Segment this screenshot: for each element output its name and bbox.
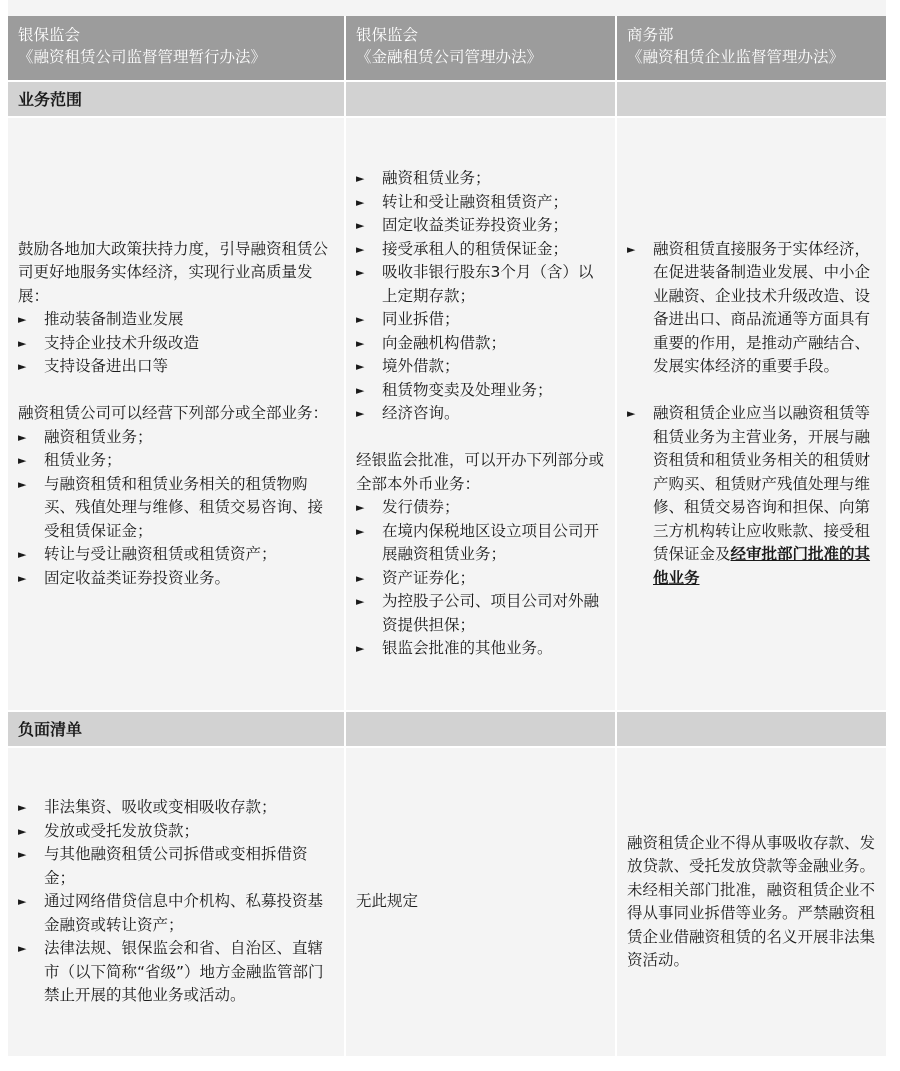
list-item: ► 融资租赁业务； bbox=[356, 167, 605, 191]
column-title: 《金融租赁公司管理办法》 bbox=[356, 48, 543, 66]
approval-list bbox=[356, 496, 605, 661]
list-item: ► 通过网络借贷信息中介机构、私募投资基金融资或转让资产； bbox=[18, 890, 334, 937]
list-item: ► 境外借款； bbox=[356, 355, 605, 379]
mofcom-prohibition-text: 融资租赁企业不得从事吸收存款、发放贷款、受托发放贷款等金融业务。未经相关部门批准，融资租赁企业不得从事同业拆借等业务。严禁融资租赁企业借融资租赁的名义开展非法集资活动。 bbox=[627, 833, 876, 969]
list-item: ► 支持企业技术升级改造 bbox=[18, 332, 334, 356]
column-title: 《融资租赁公司监督管理暂行办法》 bbox=[18, 48, 267, 66]
business-scope-cell-3 bbox=[617, 118, 886, 712]
column-header-1 bbox=[8, 16, 346, 82]
negative-list-cell-3 bbox=[617, 748, 886, 1058]
list-item: ► 发行债券； bbox=[356, 496, 605, 520]
list-item: ► 推动装备制造业发展 bbox=[18, 308, 334, 332]
list-item: ► 为控股子公司、项目公司对外融资提供担保； bbox=[356, 590, 605, 637]
list-item: ► 非法集资、吸收或变相吸收存款； bbox=[18, 796, 334, 820]
table-top-padding bbox=[8, 0, 886, 16]
intro-paragraph: 鼓励各地加大政策扶持力度，引导融资租赁公司更好地服务实体经济，实现行业高质量发展： bbox=[18, 239, 329, 305]
section-spacer bbox=[617, 712, 886, 748]
list-item: ► 与融资租赁和租赁业务相关的租赁物购买、残值处理与维修、租赁交易咨询、接受租赁保证金； bbox=[18, 473, 334, 544]
section-label: 业务范围 bbox=[8, 82, 346, 118]
list-item: ► 同业拆借； bbox=[356, 308, 605, 332]
list-item: ► 向金融机构借款； bbox=[356, 332, 605, 356]
list-item: ► 接受承租人的租赁保证金； bbox=[356, 238, 605, 262]
scope-paragraph: 融资租赁公司可以经营下列部分或全部业务： bbox=[18, 404, 329, 423]
list-item: ► 转让和受让融资租赁资产； bbox=[356, 191, 605, 215]
prohibited-list bbox=[18, 796, 334, 1008]
list-item: ► 银监会批准的其他业务。 bbox=[356, 637, 605, 661]
business-scope-cell-2 bbox=[346, 118, 617, 712]
list-item: ► 发放或受托发放贷款； bbox=[18, 820, 334, 844]
list-item: ► 转让与受让融资租赁或租赁资产； bbox=[18, 543, 334, 567]
column-agency: 银保监会 bbox=[356, 26, 419, 44]
negative-list-cell-1 bbox=[8, 748, 346, 1058]
list-item: ► 固定收益类证券投资业务； bbox=[356, 214, 605, 238]
list-item: ► 与其他融资租赁公司拆借或变相拆借资金； bbox=[18, 843, 334, 890]
intro-list bbox=[18, 308, 334, 379]
spacer bbox=[356, 426, 605, 450]
list-item: ► 融资租赁直接服务于实体经济，在促进装备制造业发展、中小企业融资、企业技术升级改造、设备进出口、商品流通等方面具有重要的作用，是推动产融结合、发展实体经济的重要手段。 bbox=[627, 238, 876, 379]
scope-list bbox=[18, 426, 334, 591]
column-title: 《融资租赁企业监督管理办法》 bbox=[627, 48, 845, 66]
section-spacer bbox=[346, 82, 617, 118]
list-item: ► 资产证券化； bbox=[356, 567, 605, 591]
mofcom-list bbox=[627, 238, 876, 379]
business-scope-cell-1 bbox=[8, 118, 346, 712]
section-spacer bbox=[617, 82, 886, 118]
list-item: ► 融资租赁业务； bbox=[18, 426, 334, 450]
section-row-negative-list bbox=[8, 712, 886, 748]
regulation-comparison-table bbox=[8, 0, 886, 1058]
column-agency: 银保监会 bbox=[18, 26, 81, 44]
negative-list-row bbox=[8, 748, 886, 1058]
spacer bbox=[18, 379, 334, 403]
business-list bbox=[356, 167, 605, 426]
list-item: ► 吸收非银行股东3个月（含）以上定期存款； bbox=[356, 261, 605, 308]
list-item: ► 经济咨询。 bbox=[356, 402, 605, 426]
column-header-3 bbox=[617, 16, 886, 82]
section-label: 负面清单 bbox=[8, 712, 346, 748]
spacer bbox=[627, 379, 876, 403]
item-text: 融资租赁企业应当以融资租赁等租赁业务为主营业务，开展与融资租赁和租赁业务相关的租赁财产购买、租赁财产残值处理与维修、租赁交易咨询和担保、向第三方机构转让应收账款、接受租赁保证金及 bbox=[653, 404, 871, 564]
negative-list-cell-2 bbox=[346, 748, 617, 1058]
column-agency: 商务部 bbox=[627, 26, 674, 44]
list-item: ► 租赁物变卖及处理业务； bbox=[356, 379, 605, 403]
list-item bbox=[627, 402, 876, 590]
no-provision-text: 无此规定 bbox=[356, 892, 419, 911]
list-item: ► 在境内保税地区设立项目公司开展融资租赁业务； bbox=[356, 520, 605, 567]
list-item: ► 租赁业务； bbox=[18, 449, 334, 473]
section-spacer bbox=[346, 712, 617, 748]
business-scope-row bbox=[8, 118, 886, 712]
section-row-business-scope bbox=[8, 82, 886, 118]
list-item: ► 支持设备进出口等 bbox=[18, 355, 334, 379]
list-item: ► 固定收益类证券投资业务。 bbox=[18, 567, 334, 591]
column-header-2 bbox=[346, 16, 617, 82]
approval-paragraph: 经银监会批准，可以开办下列部分或全部本外币业务： bbox=[356, 451, 605, 493]
emphasized-text: 经审批部门批准的其他业务 bbox=[653, 545, 871, 587]
list-item: ► 法律法规、银保监会和省、自治区、直辖市（以下简称“省级”）地方金融监管部门禁止开展的其他业务或活动。 bbox=[18, 937, 334, 1008]
header-row bbox=[8, 16, 886, 82]
mofcom-list-2 bbox=[627, 402, 876, 590]
